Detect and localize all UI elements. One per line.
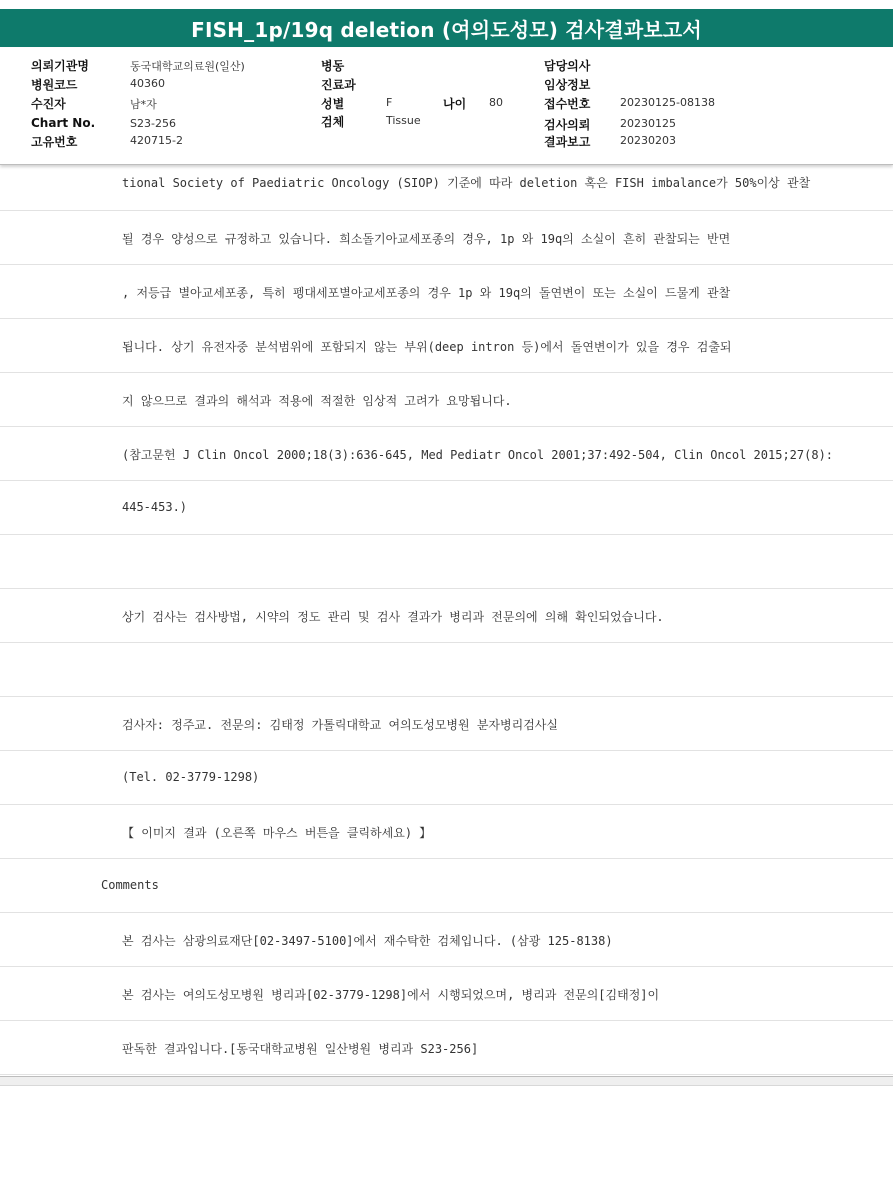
text-row [0,157,893,211]
hospital-code-value: 40360 [130,77,165,90]
text-row [0,967,893,1021]
unique-number-value: 420715-2 [130,134,183,147]
text-line: 상기 검사는 검사방법, 시약의 정도 관리 및 검사 결과가 병리과 전문의에 의해 확인되었습니다. [122,610,664,624]
text-row [0,589,893,643]
department-label: 진료과 [321,78,356,92]
text-line: tional Society of Paediatric Oncology (SIOP) 기준에 따라 deletion 혹은 FISH imbalance가 50%이상 관찰 [122,176,811,190]
ward-label: 병동 [321,59,345,73]
text-line: (Tel. 02-3779-1298) [122,770,260,784]
accession-number-label: 접수번호 [544,97,591,111]
text-line: 될 경우 양성으로 규정하고 있습니다. 희소돌기아교세포종의 경우, 1p 와 19q의 소실이 흔히 관찰되는 반면 [122,232,731,246]
comments-heading: Comments [101,878,159,892]
specimen-value: Tissue [386,114,421,127]
text-row [0,481,893,535]
text-row [0,805,893,859]
patient-value: 남*자 [130,98,157,111]
report-date-label: 결과보고 [544,135,591,149]
report-body [0,157,893,1075]
hospital-code-label: 병원코드 [31,78,78,92]
request-date-label: 검사의뢰 [544,118,591,132]
report-title: FISH_1p/19q deletion (여의도성모) 검사결과보고서 [0,9,893,47]
text-line: (참고문헌 J Clin Oncol 2000;18(3):636-645, Med Pediatr Oncol 2001;37:492-504, Clin Oncol 2015;27(8): [122,448,834,462]
text-line: 본 검사는 삼광의료재단[02-3497-5100]에서 재수탁한 검체입니다. (삼광 125-8138) [122,934,613,948]
age-value: 80 [489,96,503,109]
patient-info-header [0,48,893,165]
text-row [0,859,893,913]
text-line: 검사자: 정주교. 전문의: 김태정 가톨릭대학교 여의도성모병원 분자병리검사실 [122,718,558,732]
text-row [0,427,893,481]
specimen-label: 검체 [321,115,345,129]
text-row [0,1021,893,1075]
report-date-value: 20230203 [620,134,676,147]
sex-value: F [386,96,393,109]
request-date-value: 20230125 [620,117,676,130]
unique-number-label: 고유번호 [31,135,78,149]
accession-number-value: 20230125-08138 [620,96,715,109]
text-row [0,265,893,319]
text-line: 본 검사는 여의도성모병원 병리과[02-3779-1298]에서 시행되었으며, 병리과 전문의[김태정]이 [122,988,660,1002]
text-row [0,697,893,751]
text-line: 판독한 결과입니다.[동국대학교병원 일산병원 병리과 S23-256] [122,1042,479,1056]
image-result-hint: 【 이미지 결과 (오른쪽 마우스 버튼을 클릭하세요) 】 [122,826,432,840]
requesting-institution-label: 의뢰기관명 [31,59,89,73]
text-row [0,373,893,427]
text-line: , 저등급 별아교세포종, 특히 펭대세포별아교세포종의 경우 1p 와 19q의 돌연변이 또는 소실이 드물게 관찰 [122,286,731,300]
text-row [0,211,893,265]
patient-label: 수진자 [31,97,66,111]
text-row [0,643,893,697]
sex-label: 성별 [321,97,345,111]
text-line: 지 않으므로 결과의 해석과 적용에 적절한 임상적 고려가 요망됩니다. [122,394,512,408]
bottom-divider [0,1076,893,1086]
text-line: 됩니다. 상기 유전자중 분석범위에 포함되지 않는 부위(deep intron 등)에서 돌연변이가 있을 경우 검출되 [122,340,732,354]
clinical-info-label: 임상정보 [544,78,591,92]
requesting-institution-value: 동국대학교의료원(일산) [130,60,245,73]
text-row [0,535,893,589]
text-line: 445-453.) [122,500,188,514]
chart-no-label: Chart No. [31,116,96,130]
text-row [0,751,893,805]
text-row [0,913,893,967]
text-row [0,319,893,373]
attending-physician-label: 담당의사 [544,59,591,73]
chart-no-value: S23-256 [130,117,176,130]
age-label: 나이 [443,97,467,111]
